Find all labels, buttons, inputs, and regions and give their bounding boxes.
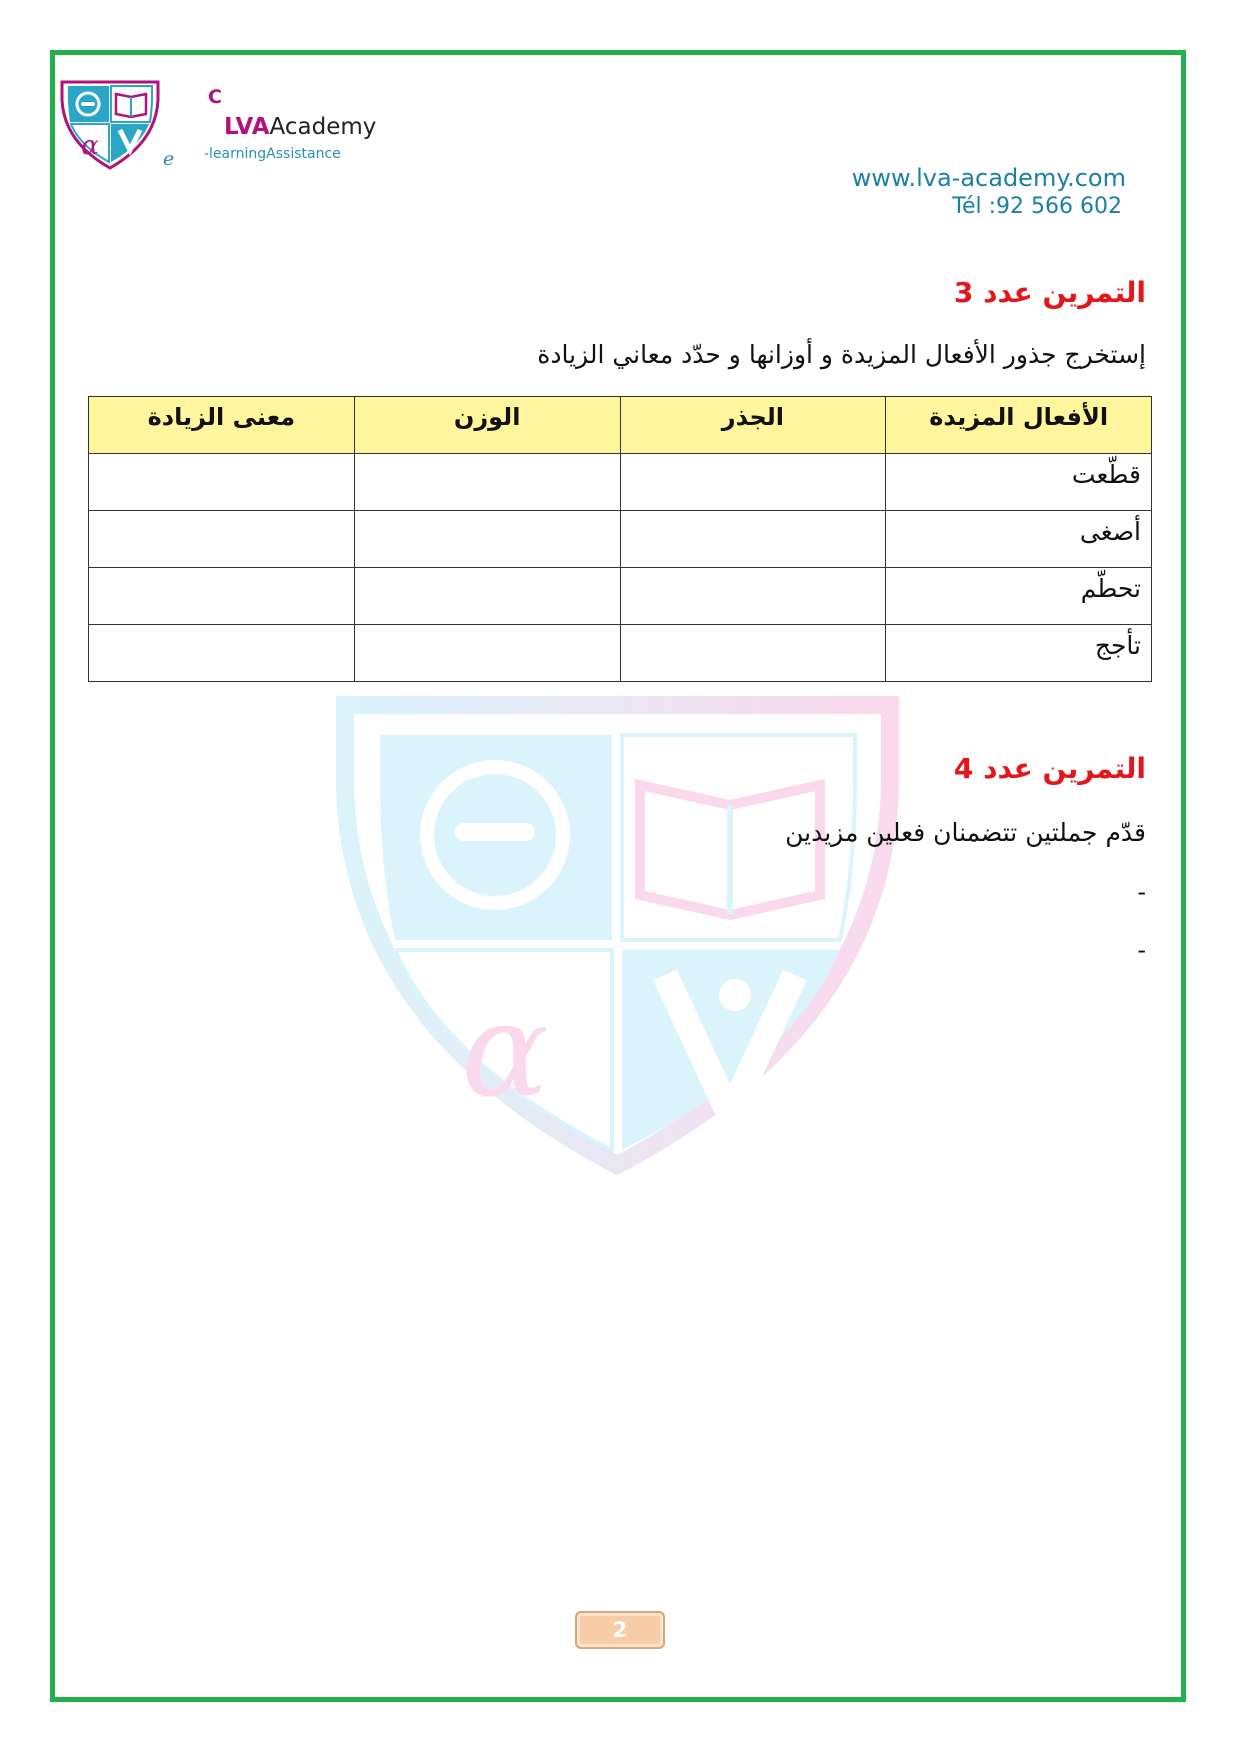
phone-number: Tél :92 566 602 bbox=[952, 194, 1122, 219]
exercise-4-title: التمرين عدد 4 bbox=[953, 752, 1146, 785]
verbs-table bbox=[88, 396, 1152, 682]
table-cell-pattern[interactable] bbox=[354, 454, 620, 511]
table-row bbox=[89, 568, 1152, 625]
table-cell-verb: أصغى bbox=[886, 511, 1152, 568]
answer-line-2[interactable]: - bbox=[1137, 936, 1146, 964]
table-row bbox=[89, 511, 1152, 568]
watermark-shield-icon bbox=[335, 695, 900, 1175]
brand-lva: LVA bbox=[224, 114, 270, 140]
brand-letter-c: C bbox=[208, 86, 222, 108]
table-cell-meaning[interactable] bbox=[89, 625, 355, 682]
table-cell-meaning[interactable] bbox=[89, 454, 355, 511]
table-header-pattern: الوزن bbox=[354, 397, 620, 454]
table-cell-verb: تأجج bbox=[886, 625, 1152, 682]
exercise-3-instruction: إستخرج جذور الأفعال المزيدة و أوزانها و حدّد معاني الزيادة bbox=[537, 340, 1146, 369]
table-header-verbs: الأفعال المزيدة bbox=[886, 397, 1152, 454]
table-row bbox=[89, 625, 1152, 682]
exercise-3-title: التمرين عدد 3 bbox=[953, 276, 1146, 309]
table-header-meaning: معنى الزيادة bbox=[89, 397, 355, 454]
table-cell-pattern[interactable] bbox=[354, 625, 620, 682]
website-link[interactable]: www.lva-academy.com bbox=[851, 164, 1126, 192]
table-header-root: الجذر bbox=[620, 397, 886, 454]
table-cell-meaning[interactable] bbox=[89, 511, 355, 568]
exercise-4-instruction: قدّم جملتين تتضمنان فعلين مزيدين bbox=[785, 818, 1146, 847]
page-number-badge: 2 bbox=[575, 1611, 665, 1649]
svg-text:α: α bbox=[81, 131, 99, 161]
table-cell-root[interactable] bbox=[620, 454, 886, 511]
table-row bbox=[89, 454, 1152, 511]
table-cell-verb: تحطّم bbox=[886, 568, 1152, 625]
lva-academy-logo-icon bbox=[58, 78, 162, 170]
table-cell-pattern[interactable] bbox=[354, 568, 620, 625]
brand-letter-e: e bbox=[163, 148, 175, 170]
table-cell-root[interactable] bbox=[620, 511, 886, 568]
table-cell-root[interactable] bbox=[620, 625, 886, 682]
answer-line-1[interactable]: - bbox=[1137, 878, 1146, 906]
brand-name bbox=[224, 114, 376, 140]
table-cell-pattern[interactable] bbox=[354, 511, 620, 568]
brand-academy: Academy bbox=[269, 114, 377, 140]
table-cell-verb: قطّعت bbox=[886, 454, 1152, 511]
brand-subtitle: -learningAssistance bbox=[204, 146, 341, 162]
svg-text:α: α bbox=[461, 974, 549, 1126]
table-cell-root[interactable] bbox=[620, 568, 886, 625]
table-cell-meaning[interactable] bbox=[89, 568, 355, 625]
table-header-row bbox=[89, 397, 1152, 454]
